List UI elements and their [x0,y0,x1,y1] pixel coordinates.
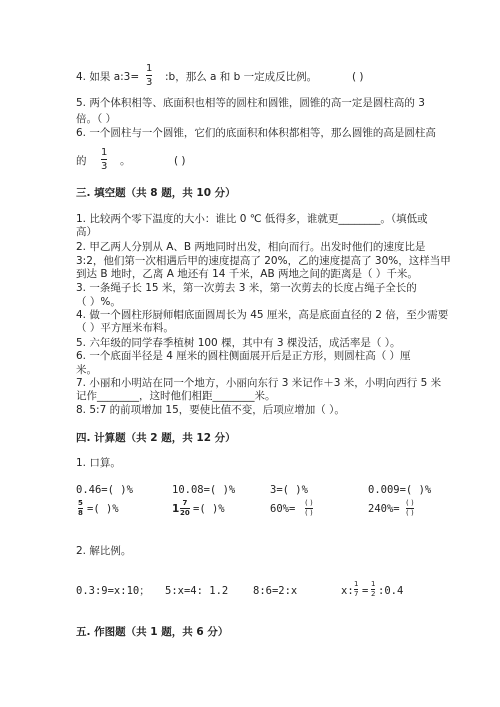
oral-item-7: 60%= [270,503,296,515]
fraction-denominator: ( ) [305,509,313,517]
fill-q7-line1: 7. 小丽和小明站在同一个地方，小丽向东行 3 米记作＋3 米，小明向西行 5 米 [76,377,442,389]
oral-calc-title: 1. 口算。 [76,457,121,469]
solve-item-4-prefix: x: [341,585,354,597]
fill-q1-line2: 高） [76,226,97,238]
solve-item-4-suffix: :0.4 [378,585,404,597]
fraction-numerator: 1 [371,580,376,588]
fill-q4-line1: 4. 做一个圆柱形厨师帽底面圆周长为 45 厘米，高是底面直径的 2 倍，至少需要 [76,309,449,321]
fraction-denominator: 8 [78,509,83,517]
fill-q5-line1: 5. 六年级的同学春季植树 100 棵，其中有 3 棵没活，成活率是（ ）。 [76,337,401,349]
oral-item-6: =( )% [193,503,225,515]
fraction-numerator: ( ) [406,499,414,507]
fill-q2-line1: 2. 甲乙两人分别从 A、B 两地同时出发，相向而行。出发时他们的速度比是 [76,241,426,253]
oral-item-6-whole: 1 [172,503,180,515]
judge-q4-prefix: 4. 如果 a:3= [76,71,140,83]
fraction-denominator: 7 [354,590,359,598]
oral-item-2: 10.08=( )% [172,484,236,496]
fill-q6-line1: 6. 一个底面半径是 4 厘米的圆柱侧面展开后是正方形，则圆柱高（ ）厘 [76,350,411,362]
oral-item-3: 3=( )% [270,484,308,496]
fill-q6-line2: 米。 [76,364,97,376]
draw-section-heading: 五. 作图题（共 1 题，共 6 分） [76,626,229,638]
fraction-denominator: ( ) [406,509,414,517]
fill-q2-line2: 3:2，他们第一次相遇后甲的速度提高了 20%，乙的速度提高了 30%，这样当甲 [76,255,451,267]
oral-item-4: 0.009=( )% [368,484,432,496]
fraction-numerator: 1 [101,147,108,158]
oral-item-8-fraction [406,500,414,517]
oral-item-6-fraction [180,500,190,517]
judge-q6-line1: 6. 一个圆柱与一个圆锥，它们的底面积和体积都相等，那么圆锥的高是圆柱高 [76,127,436,139]
fill-q3-line1: 3. 一条绳子长 15 米，第一次剪去 3 米，第一次剪去的长度占绳子全长的 [76,282,417,294]
fill-q8-line1: 8. 5:7 的前项增加 15，要使比值不变，后项应增加（ ）。 [76,404,345,416]
solve-proportion-title: 2. 解比例。 [76,545,132,557]
solve-item-4-fraction-a [354,581,358,598]
fill-q1-line1: 1. 比较两个零下温度的大小：谁比 0 ℃ 低得多，谁就更________。（填低或 [76,213,428,225]
fraction-numerator: 1 [146,63,153,74]
judge-q6-answer-paren: ( ) [174,155,186,167]
judge-q6-suffix: 。 [120,155,131,167]
fraction-denominator: 3 [101,161,108,172]
fill-q2-line3: 到达 B 地时，乙离 A 地还有 14 千米，AB 两地之间的距离是（ ）千米。 [76,268,418,280]
oral-item-1: 0.46=( )% [76,484,133,496]
fraction-numerator: 5 [78,499,83,507]
fill-q4-line2: （ ）平方厘米布料。 [76,322,174,334]
judge-q6-prefix: 的 [76,155,87,167]
judge-q4-answer-paren: ( ) [352,71,364,83]
solve-item-4-fraction-b [371,581,375,598]
judge-q4-suffix: :b，那么 a 和 b 一定成反比例。 [165,71,318,83]
calc-section-heading: 四. 计算题（共 2 题，共 12 分） [76,432,236,444]
solve-item-1: 0.3:9=x:10； [76,585,150,597]
judge-q5-line2: 倍。（ ） [76,113,117,125]
solve-item-4-equals: = [362,585,369,597]
fraction-numerator: 1 [354,580,359,588]
solve-item-2: 5:x=4: 1.2 [165,585,229,597]
fill-q7-line2: 记作________，这时他们相距________米。 [76,390,276,402]
judge-q6-fraction [101,147,107,172]
fill-q3-line2: （ ）%。 [76,296,121,308]
fill-section-heading: 三. 填空题（共 8 题，共 10 分） [76,187,236,199]
oral-item-8: 240%= [368,503,400,515]
oral-item-5-fraction [78,500,83,517]
judge-q4-fraction [146,63,152,88]
fraction-denominator: 3 [146,77,153,88]
fraction-numerator: 7 [182,499,188,507]
fraction-denominator: 2 [371,590,376,598]
solve-item-3: 8:6=2:x [253,585,298,597]
oral-item-7-fraction [305,500,313,517]
oral-item-5: =( )% [87,503,119,515]
judge-q5-line1: 5. 两个体积相等、底面积也相等的圆柱和圆锥，圆锥的高一定是圆柱高的 3 [76,97,425,109]
fraction-numerator: ( ) [305,499,313,507]
fraction-denominator: 20 [180,509,190,517]
